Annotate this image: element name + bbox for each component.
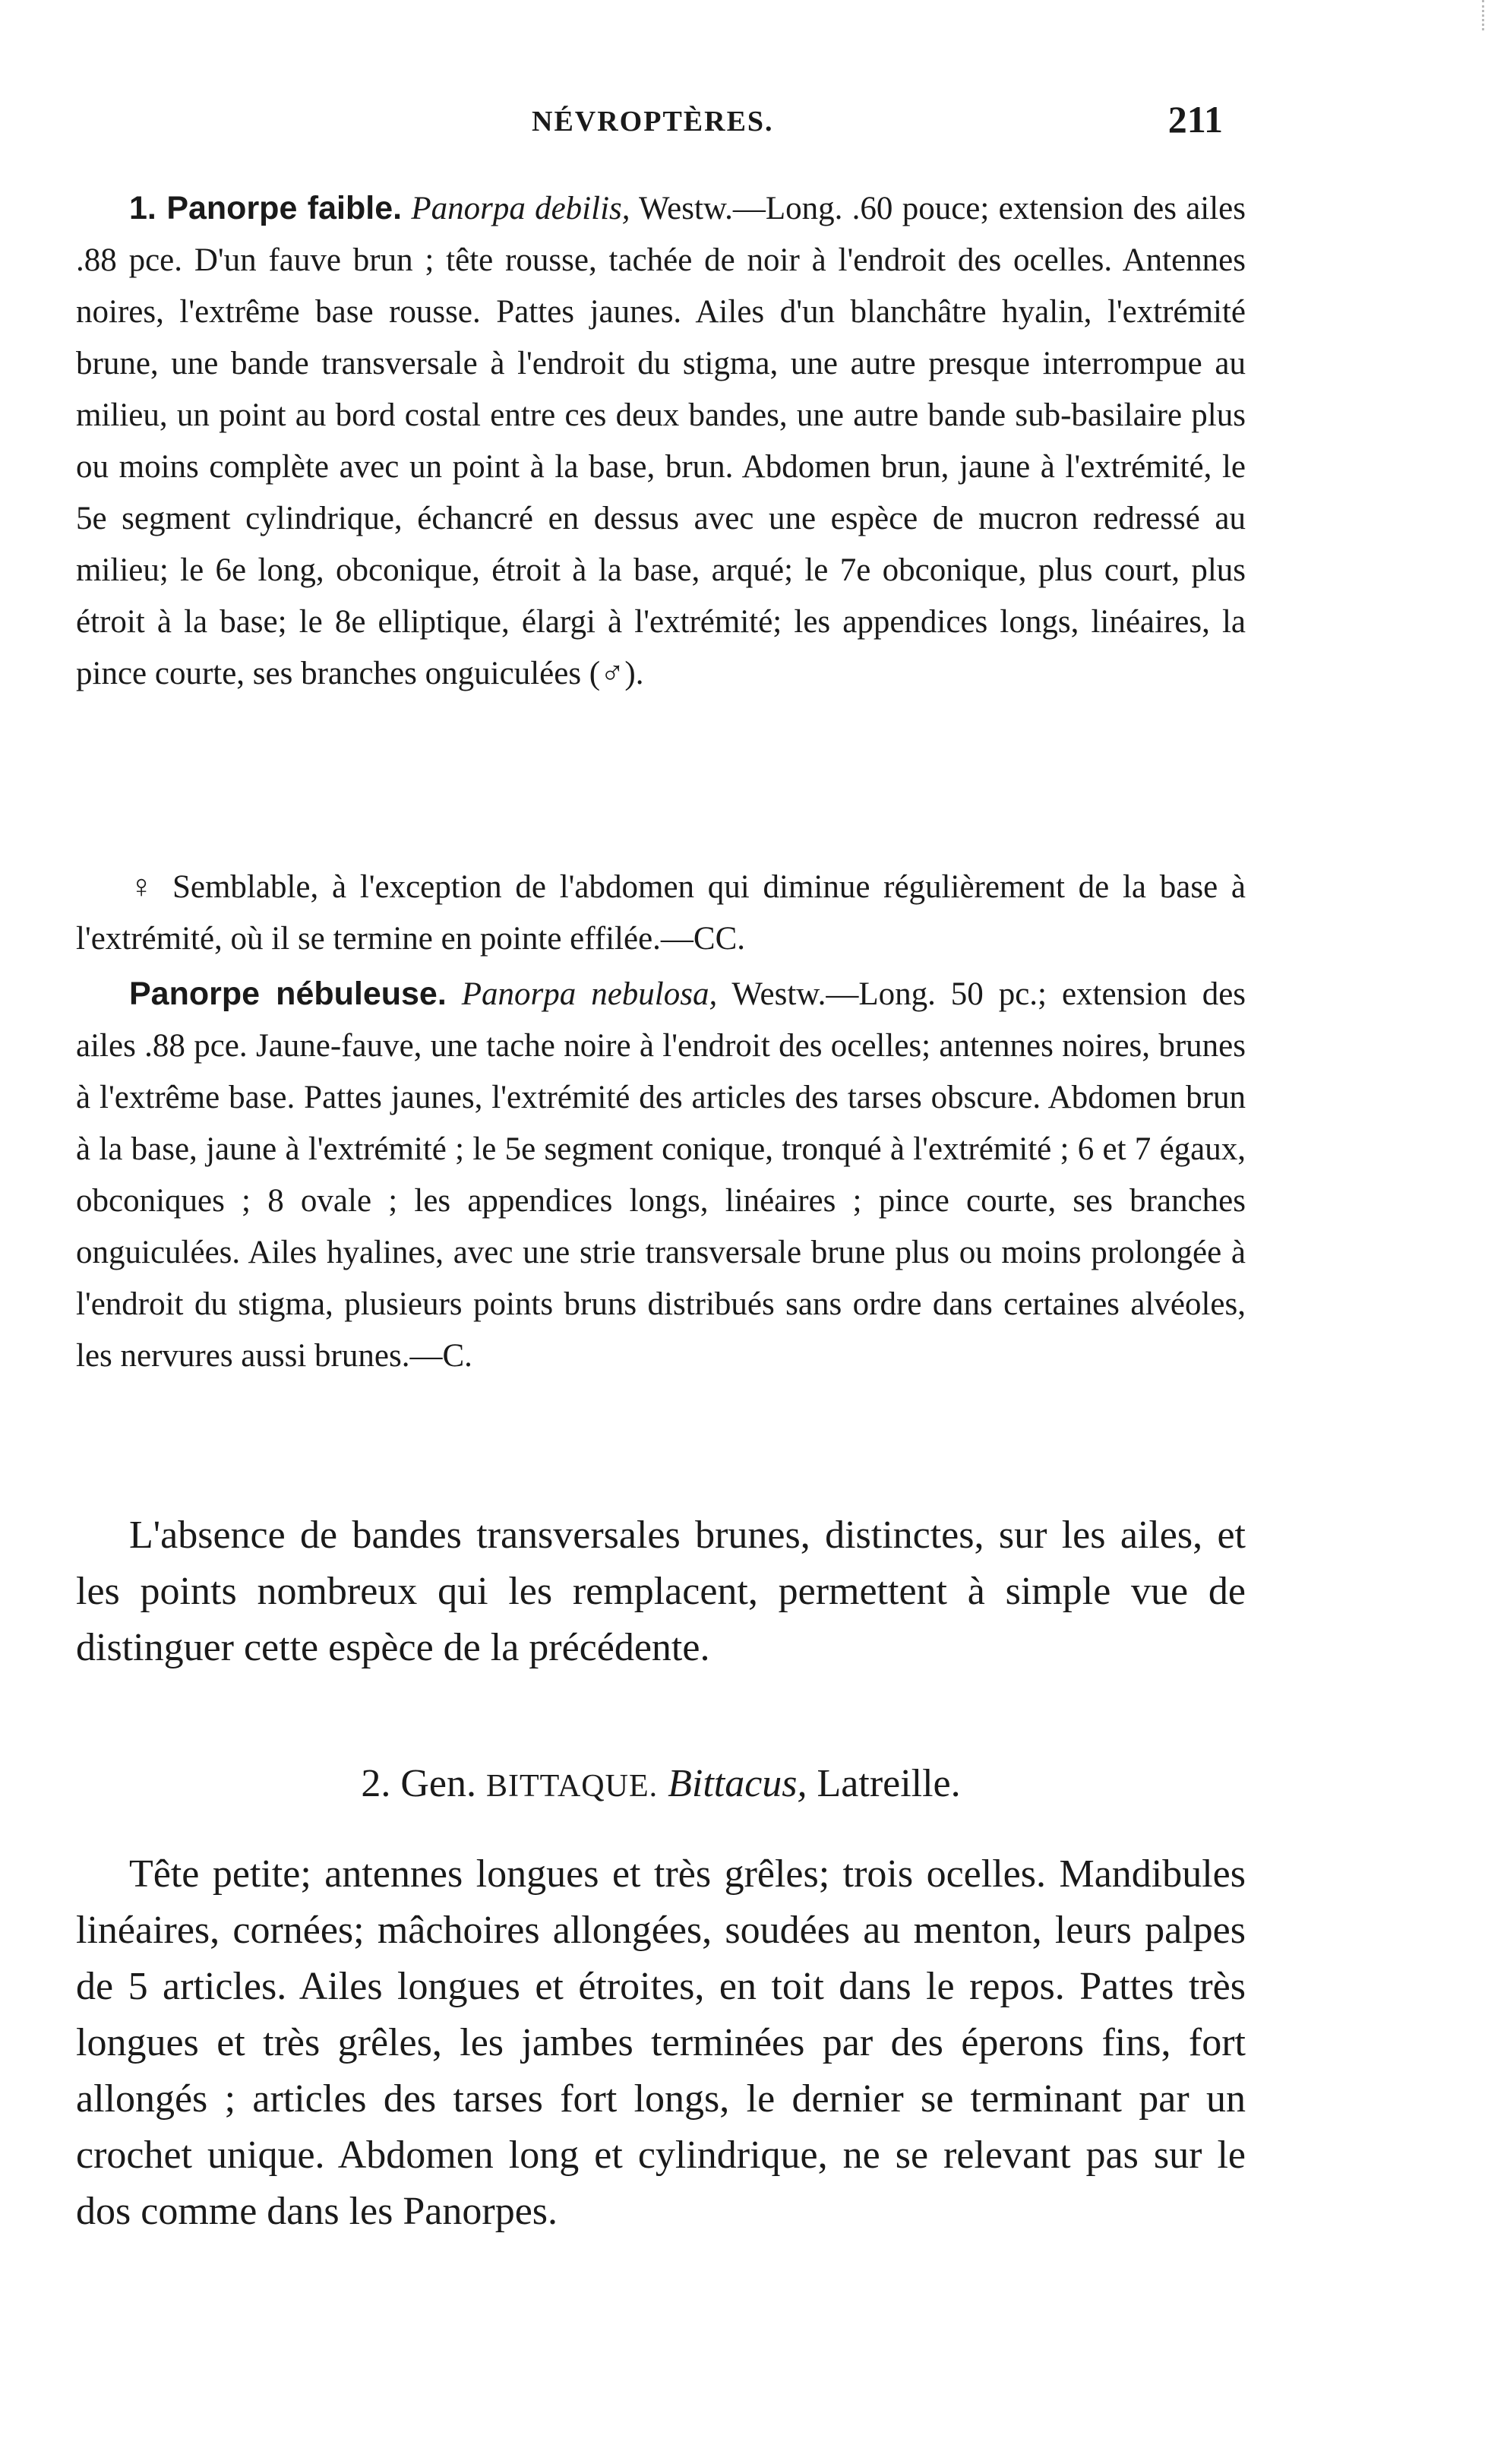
entry-female-description — [76, 862, 1246, 965]
page-header — [76, 97, 1231, 158]
entry-panorpa-debilis — [76, 182, 1246, 700]
genus-description-text: Tête petite; antennes longues et très grêles; trois ocelles. Mandibules linéaires, cornées; mâchoires allongées, soudées au menton, leurs palpes de 5 articles. Ailes longues et étroites, en toit dans le repos. Pattes très longues et très grêles, les jambes terminées par des éperons fins, fort allongés ; articles des tarses fort longs, le dernier se terminant par un crochet unique. Abdomen long et cylindrique, ne se relevant pas sur le dos comme dans les Panorpes. — [76, 1852, 1246, 2233]
scientific-name: Panorpa debilis, — [411, 191, 630, 226]
female-text: ♀ Semblable, à l'exception de l'abdomen qui diminue régulièrement de la base à l'extrémité, où il se termine en pointe effilée.—CC. — [76, 869, 1246, 957]
remark-paragraph — [76, 1507, 1246, 1676]
entry-label: 1. Panorpe faible. — [129, 190, 403, 226]
entry-text: Westw.—Long. .60 pouce; extension des ailes .88 pce. D'un fauve brun ; tête rousse, tachée de noir à l'endroit des ocelles. Antennes noires, l'extrême base rousse. Pattes jaunes. Ailes d'un blanchâtre hyalin, l'extrémité brune, une bande transversale à l'endroit du stigma, une autre presque interrompue au milieu, un point au bord costal entre ces deux bandes, une autre bande sub-basilaire plus ou moins complète avec un point à la base, brun. Abdomen brun, jaune à l'extrémité, le 5e segment cylindrique, échancré en dessus avec une espèce de mucron redressé au milieu; le 6e long, obconique, étroit à la base, arqué; le 7e obconique, plus court, plus étroit à la base; le 8e elliptique, élargi à l'extrémité; les appendices longs, linéaires, la pince courte, ses branches onguiculées (♂). — [76, 191, 1246, 691]
page-number: 211 — [1167, 98, 1223, 141]
page-corner-mark — [1482, 0, 1507, 30]
genus-author: Latreille. — [807, 1762, 961, 1805]
entry-text: Westw.—Long. 50 pc.; extension des ailes .88 pce. Jaune-fauve, une tache noire à l'endroit des ocelles; antennes noires, brunes à l'extrême base. Pattes jaunes, l'extrémité des articles des tarses obscure. Abdomen brun à la base, jaune à l'extrémité ; le 5e segment conique, tronqué à l'extrémité ; 6 et 7 égaux, obconiques ; 8 ovale ; les appendices longs, linéaires ; pince courte, ses branches onguiculées. Ailes hyalines, avec une strie transversale brune plus ou moins prolongée à l'endroit du stigma, plusieurs points bruns distribués sans ordre dans certaines alvéoles, les nervures aussi brunes.—C. — [76, 976, 1246, 1374]
genus-description — [76, 1846, 1246, 2240]
scientific-name: Panorpa nebulosa, — [461, 976, 718, 1012]
genus-scientific-name: Bittacus, — [668, 1762, 807, 1805]
running-head: NÉVROPTÈRES. — [532, 106, 774, 138]
remark-text: L'absence de bandes transversales brunes, distinctes, sur les ailes, et les points nombreux qui les remplacent, permettent à simple vue de distinguer cette espèce de la précédente. — [76, 1514, 1246, 1669]
genus-heading — [76, 1761, 1246, 1806]
entry-panorpa-nebulosa — [76, 968, 1246, 1382]
genus-prefix: 2. Gen. — [361, 1762, 476, 1805]
entry-label: Panorpe nébuleuse. — [129, 976, 447, 1012]
genus-name: BITTAQUE. — [486, 1769, 659, 1804]
